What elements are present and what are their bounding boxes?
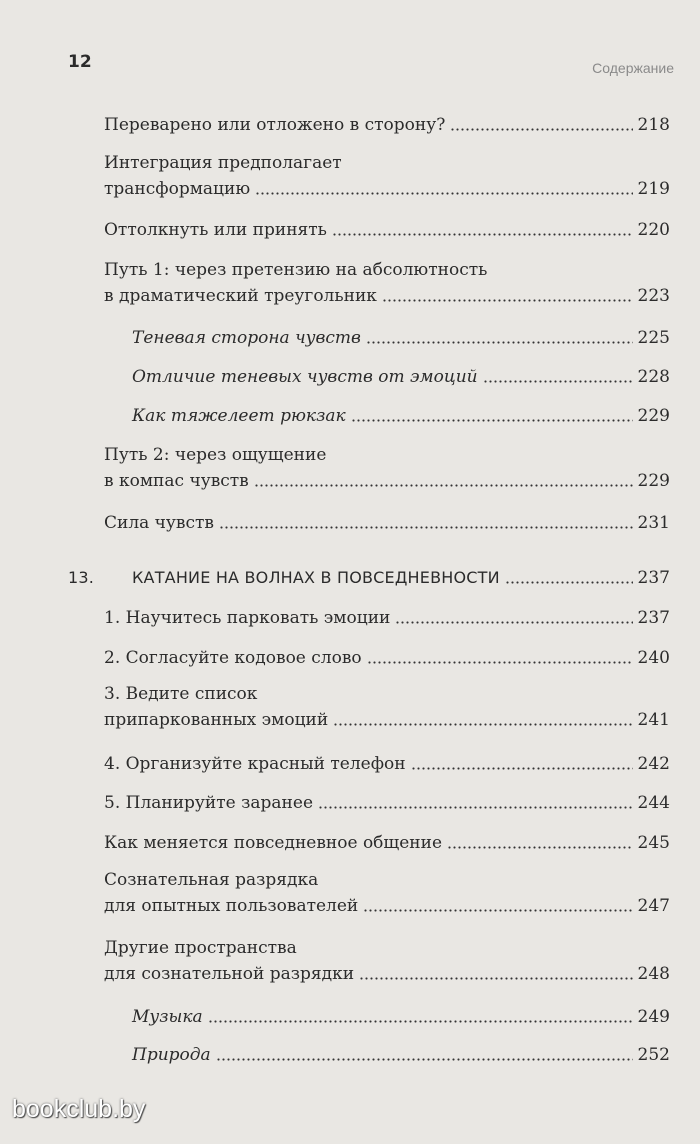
toc-entry: Оттолкнуть или принять 220 <box>104 220 670 240</box>
toc-subentry: Музыка 249 <box>132 1007 670 1027</box>
toc-page-number: 223 <box>637 286 670 306</box>
toc-entry: Интеграция предполагает трансформацию 219 <box>104 153 670 199</box>
toc-entry: 3. Ведите список припаркованных эмоций 241 <box>104 684 670 730</box>
toc-page-number: 228 <box>637 367 670 387</box>
toc-entry: 1. Научитесь парковать эмоции 237 <box>104 608 670 628</box>
toc-entry: Другие пространства для сознательной разрядки 248 <box>104 938 670 984</box>
toc-page-number: 244 <box>637 793 670 813</box>
toc-page-number: 237 <box>637 608 670 628</box>
toc-page-number: 241 <box>637 710 670 730</box>
toc-page-number: 245 <box>637 833 670 853</box>
page-number: 12 <box>68 52 92 72</box>
toc-subentry: Теневая сторона чувств 225 <box>132 328 670 348</box>
toc-subentry: Как тяжелеет рюкзак 229 <box>132 406 670 426</box>
toc-subentry: Отличие теневых чувств от эмоций 228 <box>132 367 670 387</box>
toc-page-number: 219 <box>637 179 670 199</box>
toc-entry: Как меняется повседневное общение 245 <box>104 833 670 853</box>
toc-page-number: 231 <box>637 513 670 533</box>
toc-page-number: 229 <box>637 406 670 426</box>
toc-entry: 4. Организуйте красный телефон 242 <box>104 754 670 774</box>
toc-page-number: 225 <box>637 328 670 348</box>
toc-page-number: 237 <box>637 568 670 588</box>
toc-page-number: 242 <box>637 754 670 774</box>
toc-page-number: 247 <box>637 896 670 916</box>
toc-page-number: 248 <box>637 964 670 984</box>
toc-page-number: 252 <box>637 1045 670 1065</box>
toc-page-number: 249 <box>637 1007 670 1027</box>
toc-entry: Сила чувств 231 <box>104 513 670 533</box>
toc-entry: Путь 1: через претензию на абсолютность в драматический треугольник 223 <box>104 260 670 306</box>
toc-chapter: 13. КАТАНИЕ НА ВОЛНАХ В ПОВСЕДНЕВНОСТИ 237 <box>68 568 670 588</box>
toc-entry: 2. Согласуйте кодовое слово 240 <box>104 648 670 668</box>
running-head: Содержание <box>592 60 674 76</box>
watermark: bookclub.by <box>12 1095 146 1123</box>
chapter-number: 13. <box>68 568 95 587</box>
toc-subentry: Природа 252 <box>132 1045 670 1065</box>
toc-page-number: 220 <box>637 220 670 240</box>
toc-page-number: 229 <box>637 471 670 491</box>
toc-entry: Переварено или отложено в сторону? 218 <box>104 115 670 135</box>
toc-entry: Путь 2: через ощущение в компас чувств 229 <box>104 445 670 491</box>
toc-entry: 5. Планируйте заранее 244 <box>104 793 670 813</box>
toc-page-number: 240 <box>637 648 670 668</box>
toc-entry: Сознательная разрядка для опытных пользователей 247 <box>104 870 670 916</box>
toc-page-number: 218 <box>637 115 670 135</box>
